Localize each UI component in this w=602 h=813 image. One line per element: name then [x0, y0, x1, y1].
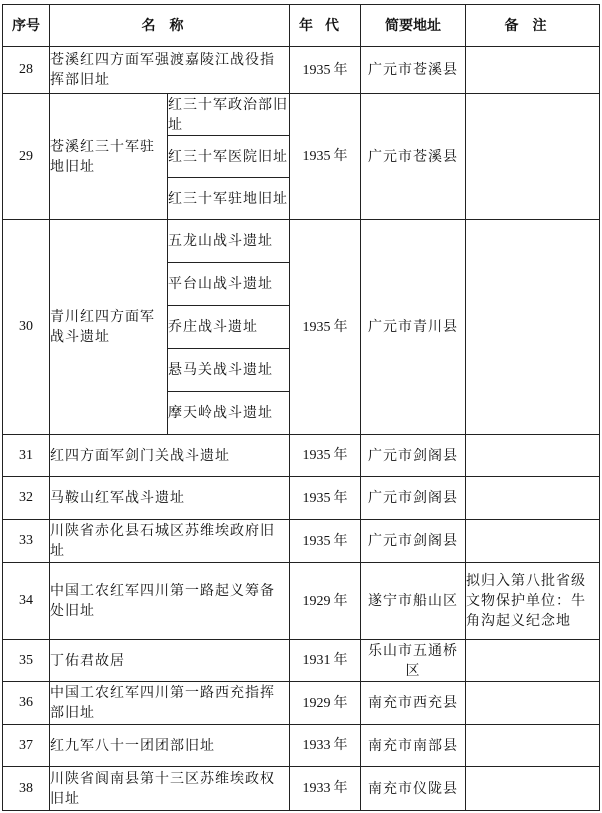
row-number: 28 [3, 47, 50, 94]
year-unit: 年 [333, 652, 348, 668]
year-value: 1933 [302, 738, 331, 753]
year-unit: 年 [333, 592, 348, 609]
table-row [3, 94, 600, 136]
year-value: 1935 [302, 149, 331, 164]
year-cell [290, 563, 361, 640]
year-cell [290, 220, 361, 435]
row-number: 36 [3, 682, 50, 725]
site-name: 苍溪红四方面军强渡嘉陵江战役指挥部旧址 [50, 47, 290, 94]
year-value: 1935 [302, 62, 331, 78]
row-number: 32 [3, 477, 50, 520]
address-cell: 南充市西充县 [361, 682, 466, 725]
year-value: 1935 [302, 448, 331, 463]
year-value: 1935 [302, 490, 331, 506]
year-unit: 年 [333, 780, 348, 796]
address-cell: 广元市剑阁县 [361, 477, 466, 520]
year-value: 1931 [302, 653, 331, 668]
site-name: 丁佑君故居 [50, 640, 290, 682]
table-row [3, 220, 600, 263]
table-row [3, 563, 600, 640]
note-cell [466, 220, 600, 435]
site-name: 马鞍山红军战斗遗址 [50, 477, 290, 520]
year-unit: 年 [333, 447, 348, 463]
note-cell [466, 94, 600, 220]
header-name: 名称 [50, 5, 290, 47]
site-name: 青川红四方面军战斗遗址 [50, 220, 168, 435]
year-cell [290, 477, 361, 520]
site-name: 红四方面军剑门关战斗遗址 [50, 435, 290, 477]
table-header-row [3, 5, 600, 47]
year-cell [290, 640, 361, 682]
sub-site-name: 乔庄战斗遗址 [168, 306, 290, 349]
note-cell [466, 477, 600, 520]
year-unit: 年 [333, 737, 348, 753]
address-cell: 广元市苍溪县 [361, 47, 466, 94]
year-value: 1929 [302, 695, 331, 711]
row-number: 31 [3, 435, 50, 477]
address-cell: 广元市青川县 [361, 220, 466, 435]
year-cell [290, 47, 361, 94]
site-name: 苍溪红三十军驻地旧址 [50, 94, 168, 220]
row-number: 34 [3, 563, 50, 640]
row-number: 37 [3, 725, 50, 767]
address-cell: 广元市剑阁县 [361, 520, 466, 563]
table-row [3, 520, 600, 563]
site-name: 川陕省赤化县石城区苏维埃政府旧址 [50, 520, 290, 563]
row-number: 38 [3, 767, 50, 811]
address-cell: 广元市剑阁县 [361, 435, 466, 477]
table-row [3, 435, 600, 477]
table-row [3, 725, 600, 767]
address-cell: 南充市南部县 [361, 725, 466, 767]
sub-site-name: 五龙山战斗遗址 [168, 220, 290, 263]
year-cell [290, 725, 361, 767]
header-no: 序号 [3, 5, 50, 47]
row-number: 30 [3, 220, 50, 435]
sub-site-name: 红三十军驻地旧址 [168, 178, 290, 220]
year-value: 1935 [302, 319, 331, 335]
site-name: 红九军八十一团团部旧址 [50, 725, 290, 767]
heritage-table-container [2, 4, 600, 811]
year-cell [290, 94, 361, 220]
sub-site-name: 摩天岭战斗遗址 [168, 392, 290, 435]
year-unit: 年 [333, 318, 348, 335]
site-name: 川陕省阆南县第十三区苏维埃政权旧址 [50, 767, 290, 811]
year-unit: 年 [333, 148, 348, 164]
note-cell [466, 682, 600, 725]
note-cell [466, 725, 600, 767]
address-cell: 南充市仪陇县 [361, 767, 466, 811]
sub-site-name: 悬马关战斗遗址 [168, 349, 290, 392]
address-cell: 乐山市五通桥区 [361, 640, 466, 682]
heritage-sites-table [2, 4, 600, 811]
note-cell [466, 47, 600, 94]
note-cell [466, 640, 600, 682]
table-row [3, 767, 600, 811]
table-row [3, 682, 600, 725]
table-row [3, 47, 600, 94]
year-cell [290, 682, 361, 725]
note-cell [466, 435, 600, 477]
site-name: 中国工农红军四川第一路起义筹备处旧址 [50, 563, 290, 640]
address-cell: 遂宁市船山区 [361, 563, 466, 640]
year-unit: 年 [333, 694, 348, 711]
year-cell [290, 435, 361, 477]
sub-site-name: 红三十军医院旧址 [168, 136, 290, 178]
year-cell [290, 767, 361, 811]
header-address: 简要地址 [361, 5, 466, 47]
year-value: 1929 [302, 593, 331, 609]
address-cell: 广元市苍溪县 [361, 94, 466, 220]
year-value: 1935 [302, 533, 331, 549]
year-unit: 年 [333, 489, 348, 506]
row-number: 33 [3, 520, 50, 563]
year-unit: 年 [333, 61, 348, 78]
row-number: 29 [3, 94, 50, 220]
sub-site-name: 平台山战斗遗址 [168, 263, 290, 306]
sub-site-name: 红三十军政治部旧址 [168, 94, 290, 136]
note-cell [466, 520, 600, 563]
header-year: 年代 [290, 5, 361, 47]
table-row [3, 640, 600, 682]
year-unit: 年 [333, 532, 348, 549]
site-name: 中国工农红军四川第一路西充指挥部旧址 [50, 682, 290, 725]
year-cell [290, 520, 361, 563]
header-note: 备注 [466, 5, 600, 47]
table-row [3, 477, 600, 520]
row-number: 35 [3, 640, 50, 682]
note-cell: 拟归入第八批省级文物保护单位：牛角沟起义纪念地 [466, 563, 600, 640]
note-cell [466, 767, 600, 811]
year-value: 1933 [302, 781, 331, 796]
